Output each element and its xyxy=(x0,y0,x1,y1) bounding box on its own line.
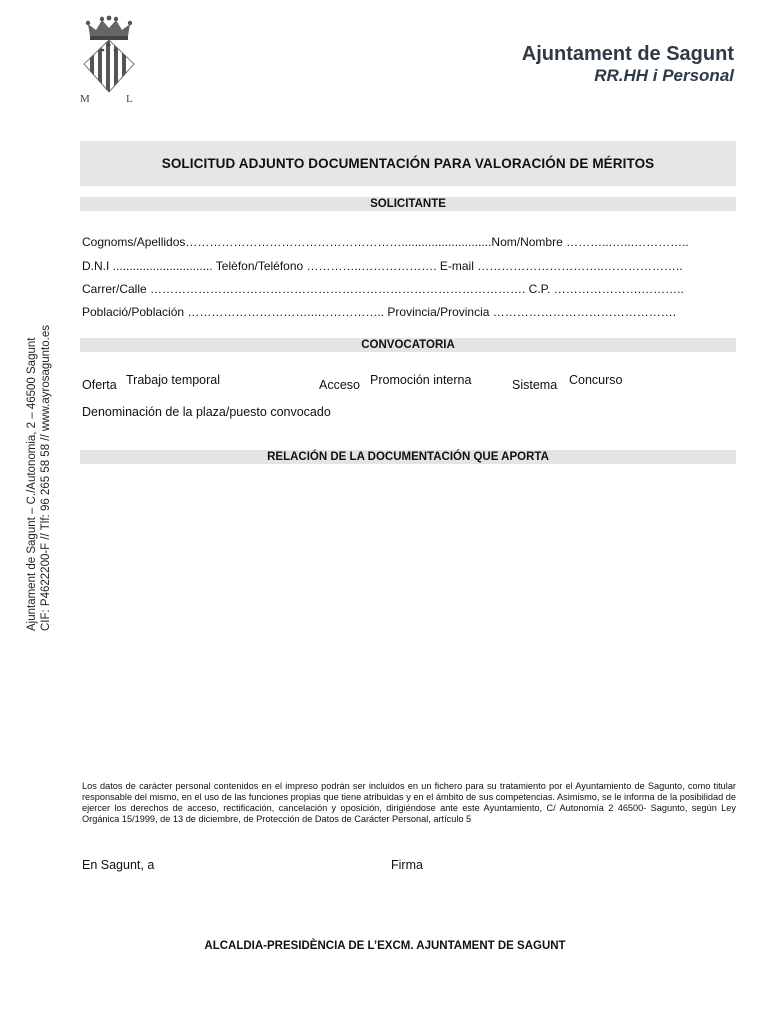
field-poblacion-provincia[interactable]: Població/Población …………………………...…………….. Provincia/Provincia ………………………………………. xyxy=(82,305,677,319)
sistema-value[interactable]: Concurso xyxy=(569,373,623,387)
acceso-label: Acceso xyxy=(319,378,360,392)
form-title-box xyxy=(80,141,736,186)
firma-label[interactable]: Firma xyxy=(391,858,423,872)
department-name: RR.HH i Personal xyxy=(594,66,734,85)
plaza-label[interactable]: Denominación de la plaza/puesto convocado xyxy=(82,405,331,419)
place-date-label[interactable]: En Sagunt, a xyxy=(82,858,155,872)
side-address-line: Ajuntament de Sagunt – C./Autonomia, 2 – 46500 Sagunt xyxy=(26,337,38,631)
org-name: Ajuntament de Sagunt xyxy=(521,43,734,65)
privacy-notice: Los datos de carácter personal contenidos en el impreso podrán ser incluidos en un fichero para su tratamiento por el Ayuntamiento de Sagunto, como titular responsable del mismo, en el uso de las funciones propias que tiene atribuidas y en el ámbito de sus competencias. Asimismo, se le informa de la posibilidad de ejercer los derechos de acceso, rectificación, cancelación y oposición, dirigiéndose ante este Ayuntamiento, C/ Autonomía 2 46500- Sagunto, según Ley Orgánica 15/1999, de 13 de diciembre, de Protección de Datos de Carácter Personal, artículo 5 xyxy=(82,781,736,824)
section-heading-solicitante: SOLICITANTE xyxy=(80,197,736,211)
field-dni-telefono-email[interactable]: D.N.I .............................. Telèfon/Teléfono …………..………………. E-mail …………………………..……………….. xyxy=(82,259,683,273)
shield-icon xyxy=(76,14,142,106)
footer-text: ALCALDIA-PRESIDÈNCIA DE L’EXCM. AJUNTAMENT DE SAGUNT xyxy=(204,940,566,952)
field-apellidos-nombre[interactable]: Cognoms/Apellidos………………………………………………...........................Nom/Nombre ………...…...………….. xyxy=(82,235,689,249)
oferta-label: Oferta xyxy=(82,378,117,392)
coat-of-arms-logo xyxy=(76,14,142,106)
oferta-value[interactable]: Trabajo temporal xyxy=(126,373,221,387)
logo-letter-m: M xyxy=(80,93,90,105)
acceso-value[interactable]: Promoción interna xyxy=(370,373,472,387)
sistema-label: Sistema xyxy=(512,378,558,392)
form-title: SOLICITUD ADJUNTO DOCUMENTACIÓN PARA VALORACIÓN DE MÉRITOS xyxy=(161,156,655,171)
logo-letter-l: L xyxy=(126,93,133,105)
section-heading-convocatoria: CONVOCATORIA xyxy=(80,338,736,352)
documentation-area[interactable] xyxy=(80,470,736,770)
field-calle-cp[interactable]: Carrer/Calle …………………………………………………………………………………. C.P. ………………….……….. xyxy=(82,282,684,296)
side-contact-line: CIF: P4622200-F // Tlf: 96 265 58 58 // www.ayrosagunto.es xyxy=(40,325,52,631)
section-heading-documentacion: RELACIÓN DE LA DOCUMENTACIÓN QUE APORTA xyxy=(80,450,736,464)
side-address-text xyxy=(25,325,53,631)
